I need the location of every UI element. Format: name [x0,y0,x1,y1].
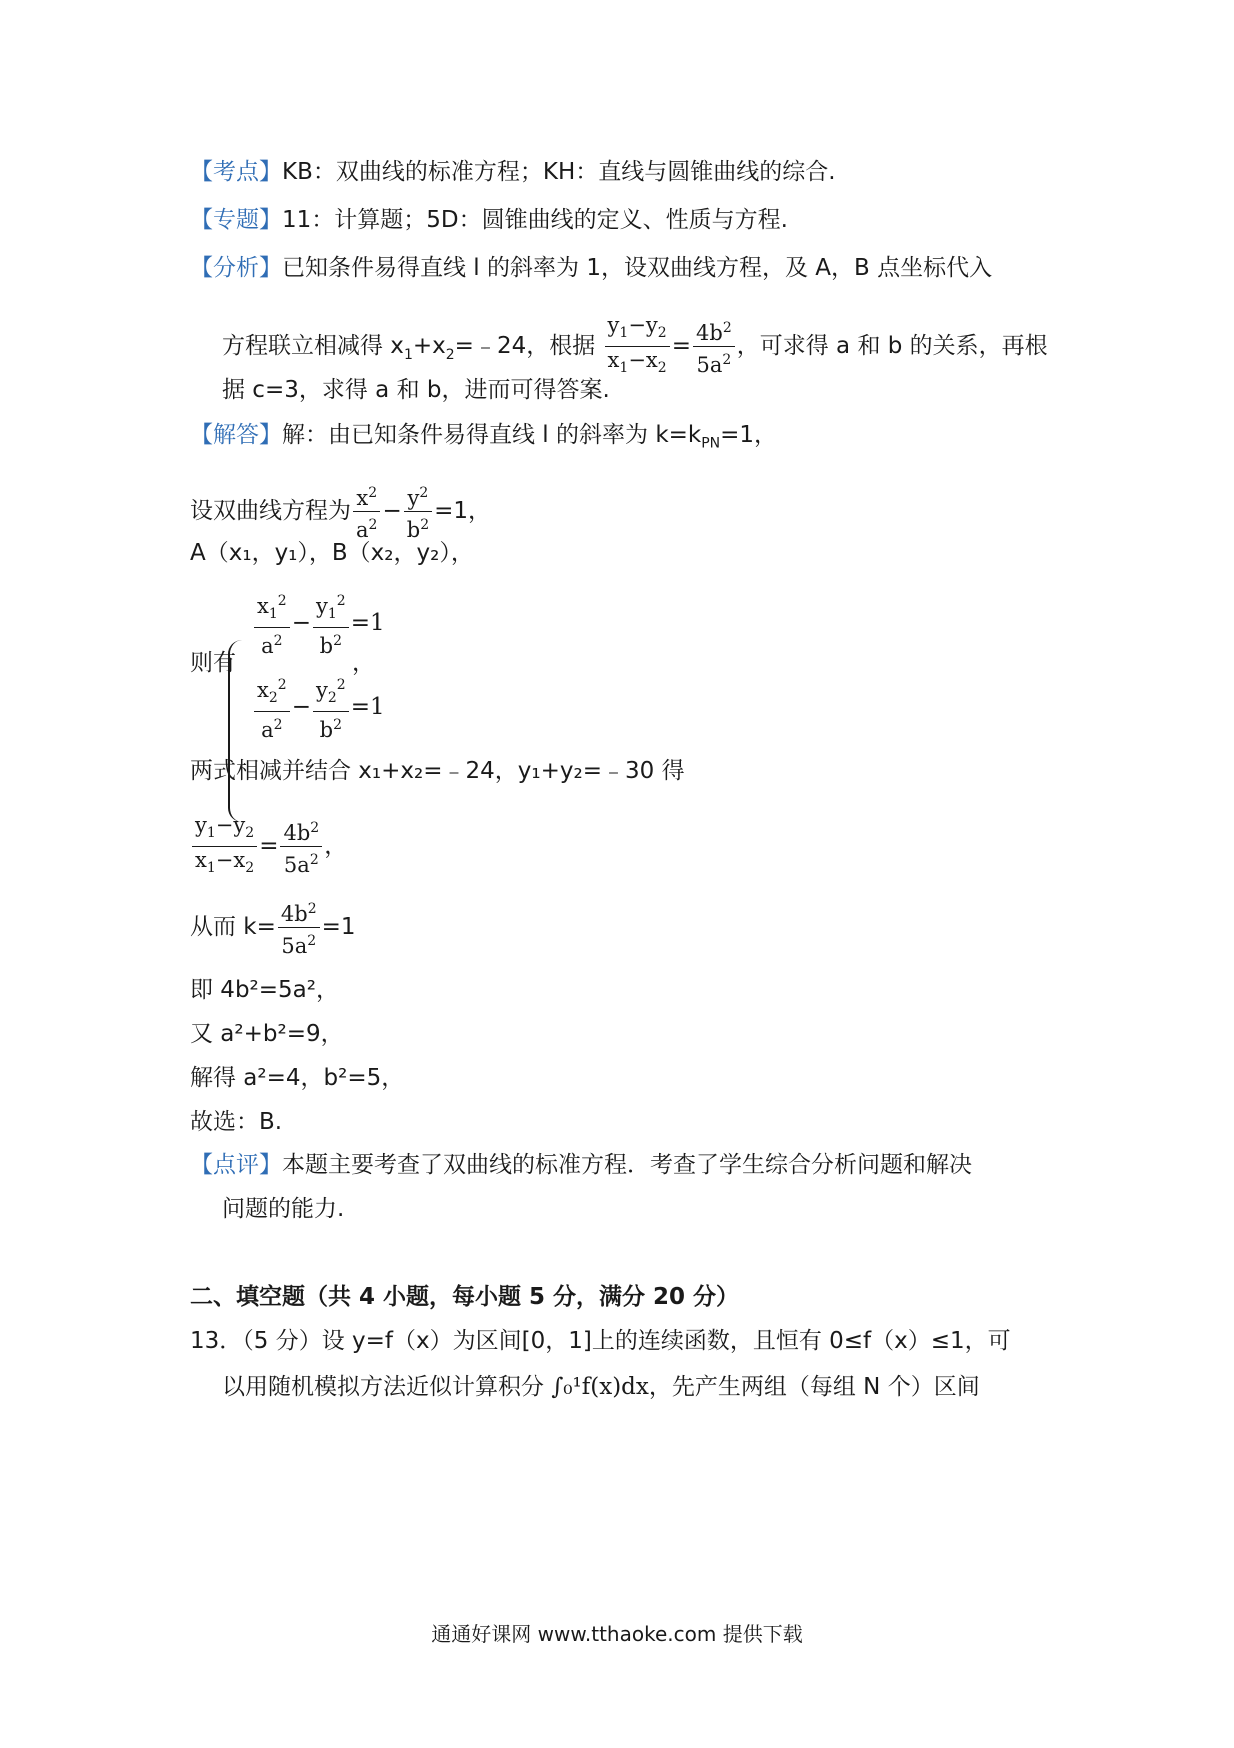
hyperbola-x-term: $\frac{x^2}{a^2}$ [353,480,380,543]
jieda-line7-pre: 从而 k= [190,914,276,940]
jieda-sub-pn: PN [701,435,721,452]
jieda-line2-pre: 设双曲线方程为 [190,498,351,524]
zeyou-label: 则有 [190,650,236,676]
jieda-line10: 解得 a²=4，b²=5， [190,1065,405,1091]
fenxi-tag: 【分析】 [190,255,282,281]
jieda-line7-end: =1 [321,914,356,940]
fenxi-line3: 据 c=3，求得 a 和 b，进而可得答案. [222,377,610,403]
fenxi-line2-pre: 方程联立相减得 x [222,333,404,360]
system-comma: ， [352,650,375,676]
jieda-text1: 解：由已知条件易得直线 l 的斜率为 k=k [282,422,702,448]
jieda-line6: $\frac{y_1-y_2}{x_1-x_2}$ = $\frac{4b^2}{5a^2}$ ， [190,812,347,881]
fenxi-line2-mid: +x [412,333,446,360]
slope-fraction: $\frac{y_1-y_2}{x_1-x_2}$ [605,312,670,381]
eq1-x-term: $\frac{x_1^2}{a^2}$ [254,588,290,659]
fenxi-line2-eq: =﹣24，根据 [454,333,596,360]
q13-line1: 13．（5 分）设 y=f（x）为区间[0，1]上的连续函数，且恒有 0≤f（x）≤1，可 [190,1328,1011,1354]
jieda-line6-end: ， [324,833,348,860]
system-brace [228,640,246,822]
ratio-fraction: $\frac{4b^2}{5a^2}$ [693,315,735,378]
q13-line2-post: ，先产生两组（每组 N 个）区间 [648,1374,980,1400]
jieda-line2: 设双曲线方程为 $\frac{x^2}{a^2}$ − $\frac{y^2}{b^2}$ =1， [190,480,491,543]
q13-line2-pre: 以用随机模拟方法近似计算积分 [222,1374,544,1400]
jieda-line7 [190,896,356,959]
zhuanti-line [190,205,788,235]
jieda-line1 [190,420,777,459]
fenxi-line2: 方程联立相减得 $x_1+x_2=﹣24$，根据 $\frac{y_1-y_2}{x_1-x_2}$ = $\frac{4b^2}{5a^2}$ ，可求得 a 和 b 的关系，再根 [222,312,1048,381]
jieda-line9: 又 a²+b²=9， [190,1021,344,1047]
eq2-x-term: $\frac{x_2^2}{a^2}$ [254,672,290,743]
dianping-text1: 本题主要考查了双曲线的标准方程．考查了学生综合分析问题和解决 [282,1152,972,1178]
section2-heading: 二、填空题（共 4 小题，每小题 5 分，满分 20 分） [190,1284,740,1310]
k-fraction: $\frac{4b^2}{5a^2}$ [278,896,320,959]
jieda-line8: 即 4b²=5a²， [190,977,339,1003]
fenxi-line2-post: ，可求得 a 和 b 的关系，再根 [736,333,1048,360]
kaodian-text: KB：双曲线的标准方程；KH：直线与圆锥曲线的综合. [282,159,836,185]
ratio-fraction-2: $\frac{4b^2}{5a^2}$ [280,815,322,878]
dianping-tag: 【点评】 [190,1152,282,1178]
kaodian-line [190,157,836,187]
zhuanti-text: 11：计算题；5D：圆锥曲线的定义、性质与方程. [282,207,788,233]
jieda-tag: 【解答】 [190,422,282,448]
q13-integral: ∫₀¹f(x)dx [551,1374,649,1400]
dianping-line2: 问题的能力. [222,1196,345,1222]
slope-fraction-2: $\frac{y_1-y_2}{x_1-x_2}$ [192,812,257,881]
eq2-equals: =1 [350,694,385,721]
system-eq2: $\frac{x_2^2}{a^2}$ − $\frac{y_2^2}{b^2}$ =1 [252,672,385,743]
eq2-y-term: $\frac{y_2^2}{b^2}$ [313,672,349,743]
q13-line2 [222,1372,980,1402]
eq1-y-term: $\frac{y_1^2}{b^2}$ [313,588,349,659]
fenxi-line1 [190,253,992,283]
jieda-line5: 两式相减并结合 x₁+x₂=﹣24，y₁+y₂=﹣30 得 [190,758,685,784]
dianping-line1 [190,1150,972,1180]
page-footer: 通通好课网 www.tthaoke.com 提供下载 [431,1622,803,1646]
jieda-text1-end: =1， [720,422,778,448]
hyperbola-y-term: $\frac{y^2}{b^2}$ [404,480,432,543]
kaodian-tag: 【考点】 [190,159,282,185]
eq1-equals: =1 [350,610,385,637]
jieda-line11: 故选：B. [190,1109,283,1135]
jieda-line2-end: =1， [434,498,492,524]
system-eq1: $\frac{x_1^2}{a^2}$ − $\frac{y_1^2}{b^2}$ =1 [252,588,385,659]
fenxi-text1: 已知条件易得直线 l 的斜率为 1，设双曲线方程，及 A，B 点坐标代入 [282,255,993,281]
zhuanti-tag: 【专题】 [190,207,282,233]
jieda-line3: A（x₁，y₁），B（x₂，y₂）， [190,540,474,566]
